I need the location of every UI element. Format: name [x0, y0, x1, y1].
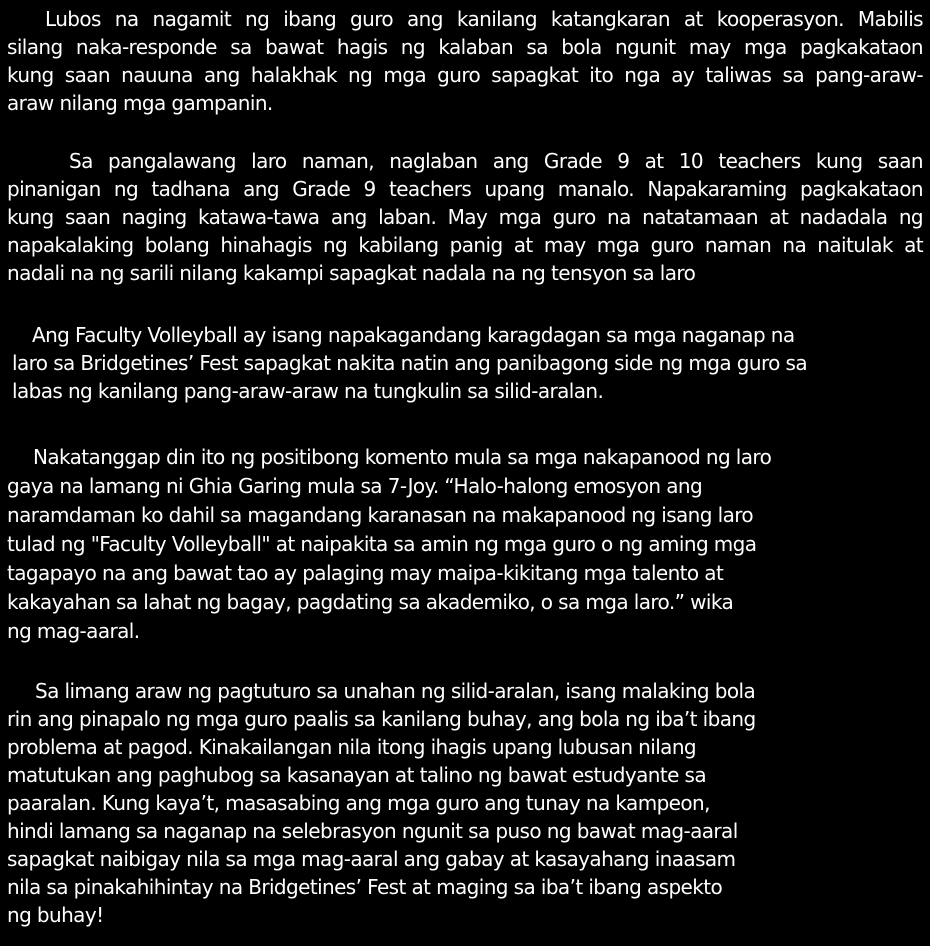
- text-line: ng mag-aaral.: [7, 619, 140, 643]
- text-line: gaya na lamang ni Ghia Garing mula sa 7-Joy. “Halo-halong emosyon ang: [7, 474, 703, 498]
- paragraph-2: [7, 148, 923, 288]
- text-line: tulad ng "Faculty Volleyball" at naipakita sa amin ng mga guro o ng aming mga: [7, 532, 757, 556]
- text-line: Sa pangalawang laro naman, naglaban ang Grade 9 at 10 teachers kung saan: [69, 149, 923, 173]
- text-line: laro sa Bridgetines’ Fest sapagkat nakita natin ang panibagong side ng mga guro sa: [12, 351, 808, 375]
- paragraph-5: [7, 678, 867, 938]
- text-line: nadali na ng sarili nilang kakampi sapagkat nadala na ng tensyon sa laro: [7, 261, 696, 285]
- text-line: sapagkat naibigay nila sa mga mag-aaral ang gabay at kasayahang inaasam: [7, 847, 736, 871]
- text-line: labas ng kanilang pang-araw-araw na tungkulin sa silid-aralan.: [12, 379, 604, 403]
- text-line: hindi lamang sa naganap na selebrasyon ngunit sa puso ng bawat mag-aaral: [7, 819, 738, 843]
- text-line: napakalaking bolang hinahagis ng kabilang panig at may mga guro naman na naitulak at: [7, 233, 923, 257]
- text-line: silang naka-responde sa bawat hagis ng kalaban sa bola ngunit may mga pagkakataon: [7, 35, 923, 59]
- text-line: rin ang pinapalo ng mga guro paalis sa kanilang buhay, ang bola ng iba’t ibang: [7, 707, 756, 731]
- text-line: Nakatanggap din ito ng positibong komento mula sa mga nakapanood ng laro: [33, 445, 772, 469]
- text-line: kakayahan sa lahat ng bagay, pagdating sa akademiko, o sa mga laro.” wika: [7, 590, 734, 614]
- text-line: naramdaman ko dahil sa magandang karanasan na makapanood ng isang laro: [7, 503, 754, 527]
- text-line: Sa limang araw ng pagtuturo sa unahan ng silid-aralan, isang malaking bola: [35, 679, 756, 703]
- text-line: Lubos na nagamit ng ibang guro ang kanilang katangkaran at kooperasyon. Mabilis: [45, 7, 923, 31]
- paragraph-1: [7, 6, 923, 116]
- text-line: Ang Faculty Volleyball ay isang napakagandang karagdagan sa mga naganap na: [32, 323, 795, 347]
- text-line: pinanigan ng tadhana ang Grade 9 teachers upang manalo. Napakaraming pagkakataon: [7, 177, 923, 201]
- text-line: nila sa pinakahihintay na Bridgetines’ Fest at maging sa iba’t ibang aspekto: [7, 875, 723, 899]
- text-line: araw nilang mga gampanin.: [7, 91, 273, 115]
- text-line: kung saan naging katawa-tawa ang laban. May mga guro na natatamaan at nadadala ng: [7, 205, 923, 229]
- paragraph-3: [12, 322, 872, 412]
- text-line: paaralan. Kung kaya’t, masasabing ang mga guro ang tunay na kampeon,: [7, 791, 710, 815]
- text-line: kung saan nauuna ang halakhak ng mga guro sapagkat ito nga ay taliwas sa pang-araw-: [7, 63, 923, 87]
- text-line: problema at pagod. Kinakailangan nila itong ihagis upang lubusan nilang: [7, 735, 697, 759]
- text-line: tagapayo na ang bawat tao ay palaging may maipa-kikitang mga talento at: [7, 561, 724, 585]
- paragraph-4: [7, 444, 867, 644]
- text-line: ng buhay!: [7, 903, 104, 927]
- text-line: matutukan ang paghubog sa kasanayan at talino ng bawat estudyante sa: [7, 763, 707, 787]
